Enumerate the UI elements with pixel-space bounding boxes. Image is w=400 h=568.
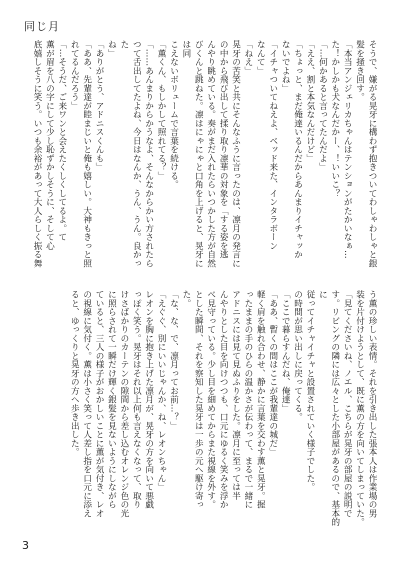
page-number: 3 [22,539,29,552]
vertical-text-block-upper: そうで、嫌がる晃牙に構わず抱きついてわしゃわしゃと銀 髪を掻き回す。 「本当アンジェリカちゃんはテンションがたかいなぁ… た！かしかも犬なんだかー、！いいこ？ 「…何かあると言ってたんだよ」 「ええ、割と本気なんだけど」 「ちょっと、まだ俺達いるんだからあんまりイチャッか ないでよね」 「イチャついてねえよ、ベッド来た、インタラボーン なんて」 「ねえ」 晃牙の苦笑と共にそんなふうに言ったのは、凛月の発言に の中から飛び出して揉り取り凛華の対象を「する姿を逃 んやり眺めている。奏がまだ入れたらいつかした方が自然 びくんと跳ねた。凛はにゃにゃと口角を上げると、晃牙には同 こえないボリュームで言葉を続ける。 「薫くん、もしかして照れてる？」 「……あんまりからかうなよ、そんなからかい方されたら つて舌出してたよね、今日はなんか、うん、うん。良かった ね」 「ありがとう、アドニスくんも」 「ああ、先輩達が睦まじいと俺も嬉しい。大神もきっと照 れてるんだろう」 「…そうだ、ご来ワンと会えたくしくしてるよ。て 薫が眉を八の字にして少し恥ずかしそうに、そして心 底嬉しそうに笑う。いつも余裕があって大人らしく振る舞 [32,40,377,268]
vertical-text-block-lower: う薫の珍しい表情。それを引き出した張本人は作業場の男 装を片付けようとして、既に薫の方を向いてしまっていた。 「見てくださいね、ノエル、こちらが晃牙の部屋の説明で す。リビングの隣には広々とした小部屋があるので、基本的に 従ってイチャイチャと設置されていく様子でした。 の時間が思い出しに戻ってくる。 「ここで暮らすんだね、俺達」 「ああ、暫くの間はここが我輩達の城だ」 軽く肩を触れ合わせ、静かに言葉を交わす薫と晃牙。握 ったままの手のひらの温かさが伝わって、まるで一緒に アドニスには見て見ぬふりをした。凛月に至っては半 んやりとした目を向けつつも、口元にゆるく笑みを浮か べ見守っている。少し目を細めてからまた視線を外す。 とした瞬間、それを察知した晃牙は一歩の元へ駆け寄っ た。 「な、な、で、凛月ってお前…？」 「えぐぐ、別にいいじゃんか、ね、レオンちゃん」 レオンを胸に抱き上げた凛月が、晃牙の方を向いて悪戯 っぽく笑う。晃牙はそれ以上何も言えなくなって、取り けさばかりのカーテンの隙間から差し込むオレンジ色の光 に照らされて一瞬だけ輝く銀髪を見ないようにしながら ていると、三人の様子がおかしいことに薫が気付き、レオ の視線に気付く。薫は小さく笑って人差し指を口元に添え ると、ゆっくりと晃牙の方へ歩き出した。 [69,290,377,527]
running-header: 同じ月 [24,20,60,33]
